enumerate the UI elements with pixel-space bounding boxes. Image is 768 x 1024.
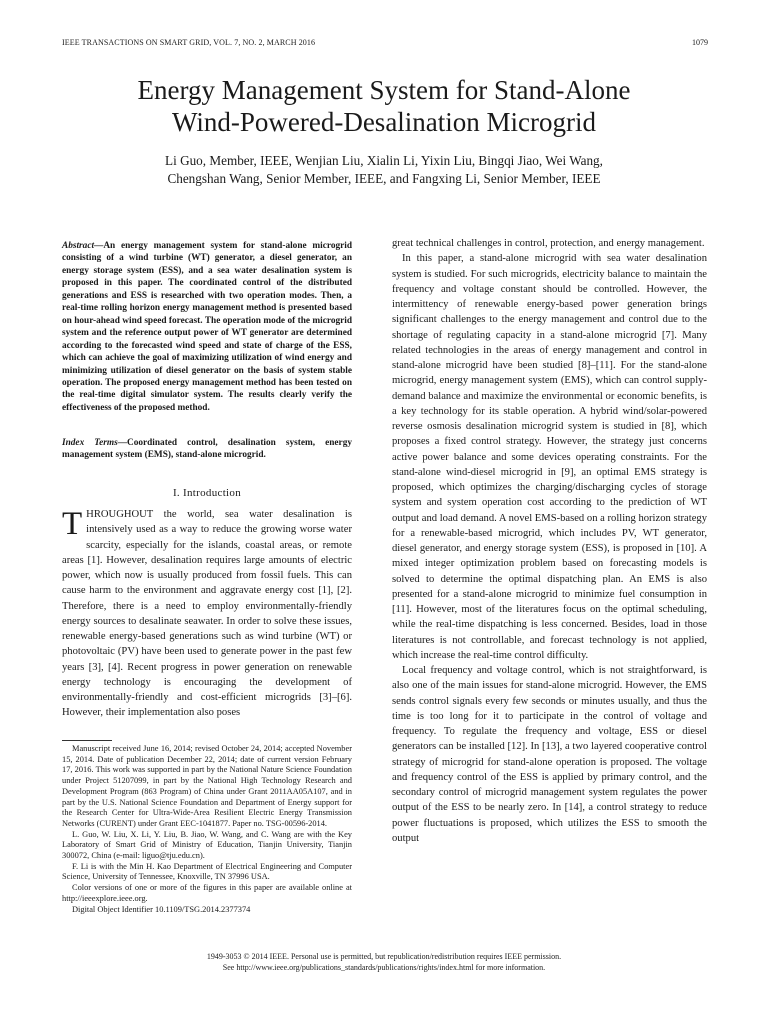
- right-para-1: great technical challenges in control, protection, and energy management.: [392, 238, 705, 249]
- copyright-line: 1949-3053 © 2014 IEEE. Personal use is permitted, but republication/redistribution requires IEEE permission.: [206, 952, 562, 961]
- title-line-1: Energy Management System for Stand-Alone: [137, 75, 631, 105]
- rights-link-line: See http://www.ieee.org/publications_standards/publications/rights/index.html for more information.: [222, 963, 546, 972]
- journal-header: IEEE TRANSACTIONS ON SMART GRID, VOL. 7, NO. 2, MARCH 2016: [62, 38, 316, 47]
- right-para-2: In this paper, a stand-alone microgrid with sea water desalination system is studied. For such microgrids, electricity balance to maintain the frequency and voltage constant should be controlled. However, the intermittency of renewable energy-based power generation brings significant challenges to the energy management and control due to the shortage of regulating capacity in a stand-alone microgrid [7]. Many related technologies in the areas of energy management and control in stand-alone microgrid have been studied [8]–[11]. For the stand-alone microgrid, energy management system (EMS), which can control supply-demand balance and maximize the environmental or economic benefits, is a key technology for its stable operation. A hybrid wind/solar-powered reverse osmosis desalination microgrid system is studied in [8], which proposes a fixed control strategy. However, the strategy just concerns active power balance and some devices operating constraints. For the stand-alone wind-diesel microgrid in [9], an optimal EMS strategy is proposed, which optimizes the charging/discharging cycles of storage system and system operation cost according to the prediction of WT output and load demand. A novel EMS-based on a rolling horizon strategy for a renewable-based microgrid, which includes PV, WT generator, diesel generator, and energy storage system (ESS), is proposed in [10]. A mixed integer optimization problem based on forecasting models is solved to determine the optimal dispatching plan. An EMS is also presented for a stand-alone microgrid to minimize fuel consumption in [11]. However, most of the literatures focus on the optimal scheduling, while the real-time dispatching is less concerned. Besides, load in those literatures is not controllable, and forecast technology is not applied, which increase the real-time control difficulty.: [392, 253, 707, 661]
- authors-line-2: Chengshan Wang, Senior Member, IEEE, and Fangxing Li, Senior Member, IEEE: [167, 171, 601, 186]
- footnote-doi: Digital Object Identifier 10.1109/TSG.2014.2377374: [72, 904, 251, 914]
- right-para-3: Local frequency and voltage control, which is not straightforward, is also one of the main issues for stand-alone microgrid. However, the EMS sends control signals every few seconds or minutes usually, and thus the time is too long for it to participate in the control of voltage and frequency. To regulate the frequency and voltage, ESS or diesel generators can be installed [12]. In [13], a two layered cooperative control strategy of microgrid for stand-alone operation is proposed. The voltage and frequency control of the ESS is applied by primary control, and the secondary control of microgrid management system regulates the power output of the ESS to be nearly zero. In [14], a control strategy to reduce power fluctuations is proposed, which utilizes the ESS to smooth the output: [392, 665, 707, 844]
- footnote-manuscript: Manuscript received June 16, 2014; revised October 24, 2014; accepted November 15, 2014. Date of publication December 22, 2014; date of current version February 17, 2016. This work was supported in part by the National Nature Science Foundation under Project 51207099, in part by the National High Technology Research and Development Program (863 Program) of China under Grant 2011AA05A107, and in part by the U.S. National Science Foundation and Department of Energy support for the Research Center for Ultra-Wide-Area Resilient Electric Energy Transmission Networks (CURENT) under Grant EEC-1041877. Paper no. TSG-00596-2014.: [62, 744, 352, 828]
- index-terms-label: Index Terms: [62, 438, 118, 448]
- footnote-affiliation-tju: L. Guo, W. Liu, X. Li, Y. Liu, B. Jiao, W. Wang, and C. Wang are with the Key Laboratory of Smart Grid of Ministry of Education, Tianjin University, Tianjin 300072, China (e-mail: liguo@tju.edu.cn).: [62, 829, 352, 861]
- drop-cap: T: [62, 506, 83, 542]
- section-heading: I. Introduction: [172, 487, 242, 499]
- abstract-label: Abstract: [62, 241, 95, 251]
- index-terms: [62, 437, 352, 462]
- abstract: [62, 240, 352, 414]
- copyright-footer: [40, 951, 728, 973]
- author-list: [60, 152, 708, 188]
- footnotes: [62, 744, 352, 915]
- page-number: 1079: [692, 38, 708, 47]
- footnote-affiliation-utk: F. Li is with the Min H. Kao Department of Electrical Engineering and Computer Science, University of Tennessee, Knoxville, TN 37996 USA.: [62, 861, 352, 882]
- title-line-2: Wind-Powered-Desalination Microgrid: [171, 107, 597, 137]
- introduction-text: [62, 507, 352, 721]
- abstract-text: —An energy management system for stand-alone microgrid consisting of a wind turbine (WT) generator, a diesel generator, an energy storage system (ESS), and a sea water desalination system is proposed in this paper. The coordinated control of the distributed generations and ESS is researched with two operation modes. Then, a real-time rolling horizon energy management method is presented based on hour-ahead wind speed forecast. The operation mode of the microgrid system and the reference output power of WT generator are determined according to the forecasted wind speed and state of charge of the ESS, which can achieve the goal of maximizing utilization of wind energy and minimizing utilization of diesel generator on the basis of system stable operation. The proposed energy management method has been tested on the real-time digital simulator system. The results clearly verify the effectiveness of the proposed method.: [62, 241, 352, 413]
- footnote-color-versions: Color versions of one or more of the figures in this paper are available online at http://ieeexplore.ieee.org.: [62, 883, 352, 903]
- footnote-rule: [62, 740, 112, 741]
- intro-first-word: HROUGHOUT: [86, 509, 154, 520]
- intro-body: the world, sea water desalination is intensively used as a way to reduce the growing worse water scarcity, especially for the islands, coastal areas, or remote areas [1]. However, desalination requires large amounts of electric power, which now is usually produced from fossil fuels. This can cause harm to the environment and aggravate energy cost [1], [2]. Therefore, there is a need to employ environmentally-friendly energy sources to desalinate seawater. In order to solve these issues, renewable energy-based generations such as wind turbine (WT) or photovoltaic (PV) have been used to generate power in the past few years [3], [4]. Recent progress in power generation on renewable energy technology is encouraging the development of environmentally-friendly and cost-efficient microgrids [3]–[6]. However, their implementation also poses: [62, 509, 352, 719]
- authors-line-1: Li Guo, Member, IEEE, Wenjian Liu, Xialin Li, Yixin Liu, Bingqi Jiao, Wei Wang,: [165, 153, 603, 168]
- right-column: [392, 236, 707, 846]
- paper-title: [40, 74, 728, 138]
- index-terms-text: —Coordinated control, desalination system, energy management system (EMS), stand-alone microgrid.: [62, 438, 352, 461]
